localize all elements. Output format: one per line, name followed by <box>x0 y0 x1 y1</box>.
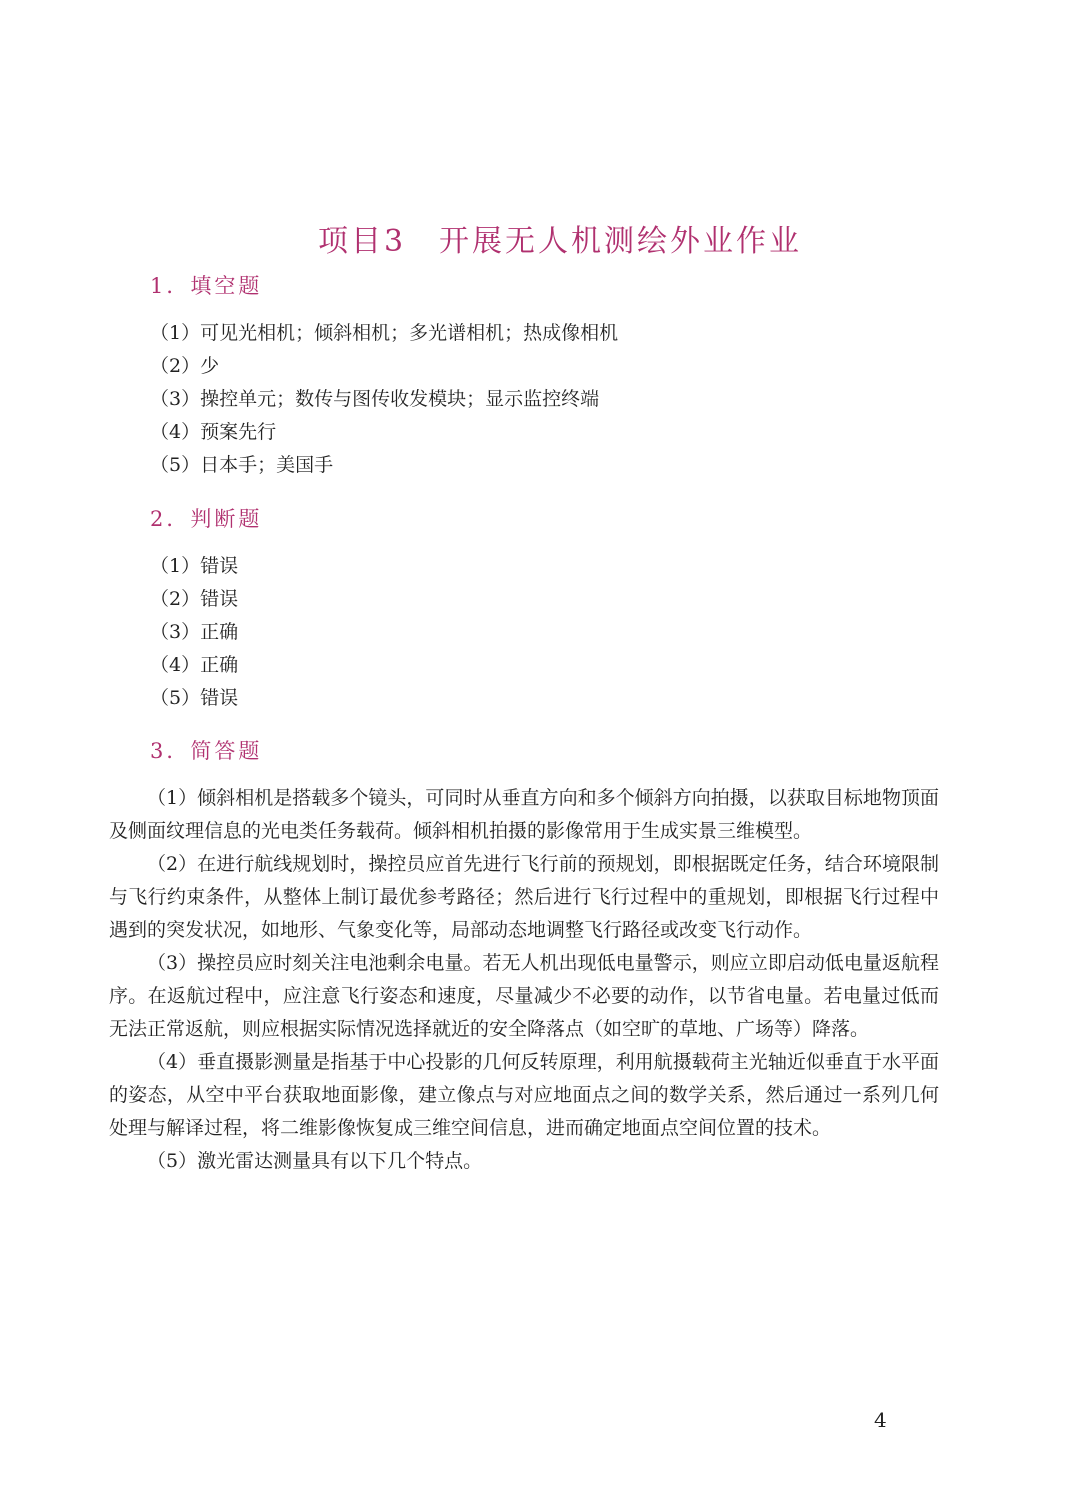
list-item: （2）少 <box>150 355 220 377</box>
list-item: （4）预案先行 <box>150 421 277 443</box>
short-answer-body <box>109 782 939 1178</box>
answer-paragraph: （3）操控员应时刻关注电池剩余电量。若无人机出现低电量警示，则应立即启动低电量返航程序。在返航过程中，应注意飞行姿态和速度，尽量减少不必要的动作，以节省电量。若电量过低而无法正常返航，则应根据实际情况选择就近的安全降落点（如空旷的草地、广场等）降落。 <box>109 952 939 1040</box>
fill-blank-answer-list <box>150 317 618 482</box>
page-title: 项目3 开展无人机测绘外业作业 <box>317 224 803 260</box>
list-item: （3）正确 <box>150 621 239 643</box>
list-item: （5）日本手；美国手 <box>150 454 334 476</box>
list-item: （1）可见光相机；倾斜相机；多光谱相机；热成像相机 <box>150 322 619 344</box>
list-item: （5）错误 <box>150 687 239 709</box>
list-item: （3）操控单元；数传与图传收发模块；显示监控终端 <box>150 388 600 410</box>
list-item: （4）正确 <box>150 654 239 676</box>
section-heading-fill-blank: 1．填空题 <box>150 274 263 298</box>
list-item: （1）错误 <box>150 555 239 577</box>
answer-paragraph: （4）垂直摄影测量是指基于中心投影的几何反转原理，利用航摄载荷主光轴近似垂直于水平面的姿态，从空中平台获取地面影像，建立像点与对应地面点之间的数学关系，然后通过一系列几何处理与解译过程，将二维影像恢复成三维空间信息，进而确定地面点空间位置的技术。 <box>109 1051 939 1139</box>
answer-paragraph: （5）激光雷达测量具有以下几个特点。 <box>147 1150 483 1172</box>
section-heading-true-false: 2．判断题 <box>150 507 263 531</box>
true-false-answer-list <box>150 550 238 715</box>
section-heading-short-answer: 3．简答题 <box>150 739 263 763</box>
list-item: （2）错误 <box>150 588 239 610</box>
answer-paragraph: （2）在进行航线规划时，操控员应首先进行飞行前的预规划，即根据既定任务，结合环境限制与飞行约束条件，从整体上制订最优参考路径；然后进行飞行过程中的重规划，即根据飞行过程中遇到的突发状况，如地形、气象变化等，局部动态地调整飞行路径或改变飞行动作。 <box>109 853 939 941</box>
answer-paragraph: （1）倾斜相机是搭载多个镜头，可同时从垂直方向和多个倾斜方向拍摄，以获取目标地物顶面及侧面纹理信息的光电类任务载荷。倾斜相机拍摄的影像常用于生成实景三维模型。 <box>109 787 939 842</box>
page-number: 4 <box>874 1408 887 1432</box>
